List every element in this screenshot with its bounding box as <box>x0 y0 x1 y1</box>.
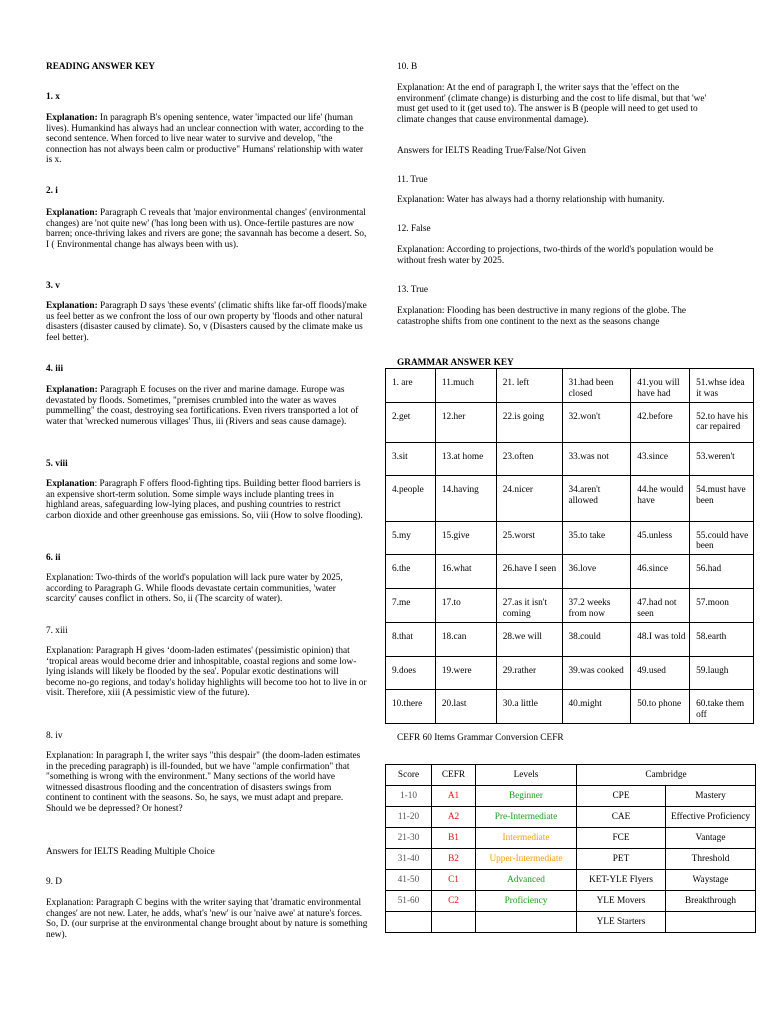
grammar-row <box>386 622 754 656</box>
cefr-cell-score: 21-30 <box>386 828 432 849</box>
cefr-cell-cefr: A1 <box>432 786 476 807</box>
grammar-row <box>386 656 754 690</box>
q1-explanation <box>46 113 368 166</box>
cefr-cell-level: Intermediate <box>476 828 577 849</box>
header-score: Score <box>386 765 432 786</box>
cefr-cell-cefr <box>432 912 476 933</box>
cefr-cell-cam1: YLE Movers <box>577 891 666 912</box>
cefr-cell-cam2 <box>666 912 756 933</box>
grammar-cell: 50.to phone <box>631 690 690 724</box>
grammar-cell: 17.to <box>435 589 496 623</box>
grammar-row <box>386 521 754 555</box>
grammar-row <box>386 555 754 589</box>
grammar-row <box>386 402 754 442</box>
grammar-cell: 54.must have been <box>690 476 754 521</box>
q3-text: Paragraph D says 'these events' (climatic shifts like far-off floods)'make us feel better as we confront the loss of our own property by 'floods and other natural disasters (disaster caused by climate). So, v (Disasters caused by the climate make us feel better). <box>46 301 367 343</box>
cefr-cell-level <box>476 912 577 933</box>
cefr-cell-score: 41-50 <box>386 870 432 891</box>
q3-answer: 3. v <box>46 281 60 291</box>
q6-explanation: Explanation: Two-thirds of the world's population will lack pure water by 2025, according to Paragraph G. While floods devastate certain communities, 'water scarcity' causes conflict in others. So, ii (The scarcity of water). <box>46 573 343 605</box>
q8-answer: 8. iv <box>46 731 63 741</box>
q2-text: Paragraph C reveals that 'major environmental changes' (environmental changes) are 'not quite new' ('has long been with us). Once-fertile pastures are now barren; once-thriving lakes and rivers are gone; the savannah has become a desert. So, I ( Environmental change has always been with us). <box>46 208 367 250</box>
q2-answer: 2. i <box>46 186 58 196</box>
grammar-cell: 38.could <box>562 622 631 656</box>
header-levels: Levels <box>476 765 577 786</box>
grammar-cell: 33.was not <box>562 442 631 476</box>
grammar-cell: 34.aren't allowed <box>562 476 631 521</box>
cefr-cell-cefr: C1 <box>432 870 476 891</box>
grammar-cell: 18.can <box>435 622 496 656</box>
q13-answer: 13. True <box>397 285 429 295</box>
cefr-cell-cam2: Mastery <box>666 786 756 807</box>
cefr-cell-cam1: YLE Starters <box>577 912 666 933</box>
grammar-cell: 21. left <box>496 369 562 403</box>
grammar-row <box>386 589 754 623</box>
grammar-cell: 57.moon <box>690 589 754 623</box>
cefr-row <box>386 870 756 891</box>
grammar-cell: 51.whse idea it was <box>690 369 754 403</box>
grammar-cell: 36.love <box>562 555 631 589</box>
q4-answer: 4. iii <box>46 364 64 374</box>
grammar-cell: 10.there <box>386 690 436 724</box>
grammar-cell: 7.me <box>386 589 436 623</box>
cefr-row <box>386 807 756 828</box>
grammar-cell: 58.earth <box>690 622 754 656</box>
q5-text: : Paragraph F offers flood-fighting tips. Building better flood barriers is an expensive short-term solution. Some simple ways include planting trees in highland areas, safeguarding low-lying places, and pushing countries to restrict carbon dioxide and other greenhouse gas emissions. So, viii (How to solve flooding). <box>46 479 363 521</box>
cefr-cell-cefr: B1 <box>432 828 476 849</box>
cefr-cell-level: Upper-Intermediate <box>476 849 577 870</box>
cefr-row <box>386 828 756 849</box>
header-cambridge: Cambridge <box>577 765 756 786</box>
grammar-cell: 43.since <box>631 442 690 476</box>
q3-label: Explanation: <box>46 301 98 311</box>
cefr-cell-cam2: Waystage <box>666 870 756 891</box>
grammar-cell: 9.does <box>386 656 436 690</box>
cefr-cell-cam2: Effective Proficiency <box>666 807 756 828</box>
grammar-cell: 41.you will have had <box>631 369 690 403</box>
cefr-row <box>386 786 756 807</box>
grammar-cell: 56.had <box>690 555 754 589</box>
grammar-cell: 23.often <box>496 442 562 476</box>
grammar-row <box>386 442 754 476</box>
cefr-cell-cam2: Threshold <box>666 849 756 870</box>
grammar-cell: 8.that <box>386 622 436 656</box>
grammar-cell: 44.he would have <box>631 476 690 521</box>
grammar-cell: 48.I was told <box>631 622 690 656</box>
grammar-cell: 39.was cooked <box>562 656 631 690</box>
q9-explanation: Explanation: Paragraph C begins with the writer saying that 'dramatic environmental changes' are not new. Later, he adds, what's 'new' is our 'naive awe' at nature's forces. So, D. (our surprise at the environmental change brought about by nature is something new). <box>46 898 368 940</box>
q3-explanation <box>46 301 368 343</box>
cefr-row <box>386 912 756 933</box>
grammar-cell: 2.get <box>386 402 436 442</box>
grammar-cell: 55.could have been <box>690 521 754 555</box>
cefr-cell-score: 51-60 <box>386 891 432 912</box>
grammar-cell: 22.is going <box>496 402 562 442</box>
cefr-cell-level: Pre-Intermediate <box>476 807 577 828</box>
q1-label: Explanation: <box>46 113 98 123</box>
grammar-cell: 49.used <box>631 656 690 690</box>
grammar-cell: 60.take them off <box>690 690 754 724</box>
q7-explanation: Explanation: Paragraph H gives ‘doom-laden estimates' (pessimistic opinion) that ‘tropical areas would become drier and inhospitable, coastal regions and some low-lying islands will likely be flooded by the sea'. Popular exotic destinations will become no-go regions, and today's holiday highlights will become too hot to live in or visit. Therefore, xiii (A pessimistic view of the future). <box>46 646 367 699</box>
q6-answer: 6. ii <box>46 553 61 563</box>
q8-explanation: Explanation: In paragraph I, the writer says "this despair" (the doom-laden estimates in the preceding paragraph) is ill-founded, but we have "ample confirmation" that "something is wrong with the environment." Many sections of the world have witnessed disastrous flooding and the concentration of disasters swings from continent to continent with the seasons. So, he says, we must adapt and prepare. Should we be depressed? Or honest? <box>46 751 361 814</box>
grammar-cell: 40.might <box>562 690 631 724</box>
q2-explanation <box>46 208 368 250</box>
grammar-cell: 47.had not seen <box>631 589 690 623</box>
grammar-cell: 25.worst <box>496 521 562 555</box>
cefr-cell-level: Beginner <box>476 786 577 807</box>
grammar-cell: 30.a little <box>496 690 562 724</box>
grammar-cell: 24.nicer <box>496 476 562 521</box>
grammar-title: GRAMMAR ANSWER KEY <box>397 358 514 368</box>
cefr-cell-cam2: Breakthrough <box>666 891 756 912</box>
cefr-cell-cefr: A2 <box>432 807 476 828</box>
q10-answer: 10. B <box>397 62 418 72</box>
grammar-cell: 32.won't <box>562 402 631 442</box>
cefr-cell-cefr: C2 <box>432 891 476 912</box>
cefr-header-row <box>386 765 756 786</box>
q1-answer: 1. x <box>46 92 60 102</box>
grammar-cell: 16.what <box>435 555 496 589</box>
grammar-cell: 1. are <box>386 369 436 403</box>
cefr-cell-level: Advanced <box>476 870 577 891</box>
q11-explanation: Explanation: Water has always had a thorny relationship with humanity. <box>397 195 665 205</box>
grammar-cell: 13.at home <box>435 442 496 476</box>
grammar-cell: 15.give <box>435 521 496 555</box>
grammar-answer-table <box>385 368 754 724</box>
header-cefr: CEFR <box>432 765 476 786</box>
q4-text: Paragraph E focuses on the river and marine damage. Europe was devastated by floods. Sometimes, "premises crumbled into the water as waves pummelling" the coast, destroying sea fortifications. Even rivers transported a lot of water that 'wrecked numerous villages' Thus, iii (Rivers and seas cause damage). <box>46 385 359 427</box>
grammar-cell: 46.since <box>631 555 690 589</box>
q4-explanation <box>46 385 368 427</box>
cefr-cell-cam1: CAE <box>577 807 666 828</box>
grammar-cell: 29.rather <box>496 656 562 690</box>
grammar-cell: 59.laugh <box>690 656 754 690</box>
q5-answer: 5. viii <box>46 459 68 469</box>
cefr-cell-score: 31-40 <box>386 849 432 870</box>
grammar-cell: 12.her <box>435 402 496 442</box>
cefr-cell-cam1: CPE <box>577 786 666 807</box>
grammar-row <box>386 476 754 521</box>
q5-explanation <box>46 479 368 521</box>
cefr-row <box>386 891 756 912</box>
cefr-title: CEFR 60 Items Grammar Conversion CEFR <box>397 733 564 743</box>
grammar-cell: 52.to have his car repaired <box>690 402 754 442</box>
grammar-cell: 5.my <box>386 521 436 555</box>
grammar-cell: 37.2 weeks from now <box>562 589 631 623</box>
cefr-cell-cefr: B2 <box>432 849 476 870</box>
q12-answer: 12. False <box>397 224 431 234</box>
true-false-heading: Answers for IELTS Reading True/False/Not Given <box>397 146 586 156</box>
grammar-row <box>386 690 754 724</box>
grammar-cell: 27.as it isn't coming <box>496 589 562 623</box>
cefr-cell-cam1: FCE <box>577 828 666 849</box>
grammar-cell: 53.weren't <box>690 442 754 476</box>
reading-title: READING ANSWER KEY <box>46 62 155 72</box>
q4-label: Explanation: <box>46 385 98 395</box>
q1-text: In paragraph B's opening sentence, water 'impacted our life' (human lives). Humankind has always had an unclear connection with water, according to the second sentence. When forced to live near water to survive and develop, "the connection has not always been calm or productive" Humans' relationship with water is x. <box>46 113 364 166</box>
cefr-cell-cam1: PET <box>577 849 666 870</box>
grammar-cell: 19.were <box>435 656 496 690</box>
grammar-cell: 14.having <box>435 476 496 521</box>
q11-answer: 11. True <box>397 175 428 185</box>
grammar-cell: 45.unless <box>631 521 690 555</box>
q9-answer: 9. D <box>46 877 63 887</box>
grammar-cell: 20.last <box>435 690 496 724</box>
grammar-cell: 3.sit <box>386 442 436 476</box>
cefr-cell-score: 1-10 <box>386 786 432 807</box>
grammar-cell: 31.had been closed <box>562 369 631 403</box>
grammar-row <box>386 369 754 403</box>
grammar-cell: 28.we will <box>496 622 562 656</box>
grammar-cell: 4.people <box>386 476 436 521</box>
q13-explanation: Explanation: Flooding has been destructive in many regions of the globe. The catastrophe shifts from one continent to the next as the seasons change <box>397 306 687 327</box>
q12-explanation: Explanation: According to projections, two-thirds of the world's population would be without fresh water by 2025. <box>397 245 714 266</box>
cefr-cell-cam1: KET-YLE Flyers <box>577 870 666 891</box>
cefr-cell-cam2: Vantage <box>666 828 756 849</box>
q5-label: Explanation <box>46 479 95 489</box>
multiple-choice-heading: Answers for IELTS Reading Multiple Choice <box>46 847 215 857</box>
cefr-cell-level: Proficiency <box>476 891 577 912</box>
grammar-cell: 35.to take <box>562 521 631 555</box>
grammar-cell: 42.before <box>631 402 690 442</box>
cefr-row <box>386 849 756 870</box>
cefr-cell-score: 11-20 <box>386 807 432 828</box>
cefr-conversion-table <box>385 764 756 933</box>
q7-answer: 7. xiii <box>46 626 68 636</box>
grammar-cell: 11.much <box>435 369 496 403</box>
grammar-cell: 26.have I seen <box>496 555 562 589</box>
cefr-cell-score <box>386 912 432 933</box>
grammar-cell: 6.the <box>386 555 436 589</box>
q2-label: Explanation: <box>46 208 98 218</box>
q10-explanation: Explanation: At the end of paragraph I, the writer says that the 'effect on the environment' (climate change) is disturbing and the cost to life dismal, but that 'we' must get used to it (get used to). The answer is B (people will need to get used to climate changes that cause environmental damage). <box>397 83 707 125</box>
